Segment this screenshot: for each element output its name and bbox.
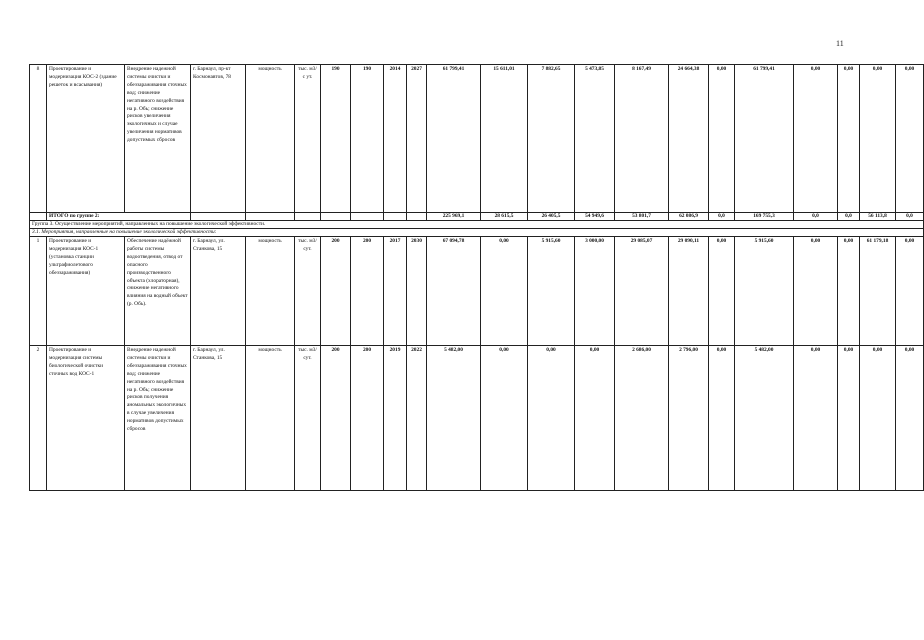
end-year: 2027 (407, 65, 427, 213)
value-after: 200 (351, 237, 384, 346)
project-address: г. Барнаул, ул. Станкова, 15 (191, 237, 246, 346)
value-after: 200 (351, 346, 384, 491)
total-label: ИТОГО по группе 2: (47, 213, 191, 221)
parameter: мощность (246, 65, 295, 213)
cost-col-10: 0,00 (838, 346, 860, 491)
cost-col-10: 0,00 (838, 237, 860, 346)
total-col-12: 0,0 (896, 213, 924, 221)
total-col-5: 53 801,7 (615, 213, 669, 221)
cost-col-3: 5 915,60 (528, 237, 575, 346)
cost-col-8: 5 915,60 (735, 237, 794, 346)
cost-col-6: 24 664,38 (669, 65, 709, 213)
start-year: 2019 (384, 346, 407, 491)
project-address: г. Барнаул, ул. Станкова, 15 (191, 346, 246, 491)
project-goal: Внедрение надежной системы очистки и обеззараживания сточных вод; снижение негативного воздействия на р. Обь; снижение рисков получения аномальных экологичных в случае увеличения нормативов допустимых сбросов (125, 346, 191, 491)
table-row (30, 65, 924, 213)
total-col-11: 56 113,8 (860, 213, 896, 221)
unit: тыс. м3/ сут. (295, 346, 321, 491)
project-address: г. Барнаул, пр-кт Космонавтов, 78 (191, 65, 246, 213)
cost-col-9: 0,00 (794, 346, 838, 491)
project-name: Проектирование и модернизация КОС-1 (установка станции ультрафиолетового обеззараживания) (47, 237, 125, 346)
cost-col-2: 15 611,01 (481, 65, 528, 213)
cost-col-6: 2 796,00 (669, 346, 709, 491)
table-row (30, 346, 924, 491)
total-cost: 225 969,1 (427, 213, 481, 221)
project-goal: Обеспечение надёжной работы системы водоотведения, отвод от опасного производственного объекта (хлораторная), снижение негативного влияния на водный объект (р. Обь). (125, 237, 191, 346)
cost-col-6: 29 090,11 (669, 237, 709, 346)
value-before: 200 (321, 346, 351, 491)
cost-col-8: 61 799,41 (735, 65, 794, 213)
total-col-10: 0,0 (838, 213, 860, 221)
cost-col-5: 29 085,07 (615, 237, 669, 346)
cost-total: 67 094,78 (427, 237, 481, 346)
total-col-2: 28 615,5 (481, 213, 528, 221)
cost-col-2: 0,00 (481, 237, 528, 346)
total-col-3: 26 405,5 (528, 213, 575, 221)
group-header-row (30, 221, 924, 229)
end-year: 2030 (407, 237, 427, 346)
value-before: 190 (321, 65, 351, 213)
row-number: 8 (30, 65, 47, 213)
subgroup-label: 3.1. Мероприятия, направленные на повышение экологической эффективности: (30, 229, 924, 237)
total-col-8: 169 755,3 (735, 213, 794, 221)
start-year: 2014 (384, 65, 407, 213)
cost-col-4: 5 473,85 (575, 65, 615, 213)
total-col-6: 62 086,9 (669, 213, 709, 221)
cost-col-12: 0,00 (896, 65, 924, 213)
unit: тыс. м3/с ут. (295, 65, 321, 213)
cost-col-7: 0,00 (709, 346, 735, 491)
parameter: мощность (246, 346, 295, 491)
value-before: 200 (321, 237, 351, 346)
cost-col-5: 8 167,49 (615, 65, 669, 213)
cost-col-11: 61 179,18 (860, 237, 896, 346)
total-col-4: 54 949,6 (575, 213, 615, 221)
parameter: мощность (246, 237, 295, 346)
cost-col-8: 5 482,00 (735, 346, 794, 491)
row-number: 1 (30, 237, 47, 346)
investment-program-table (29, 64, 924, 491)
cost-col-12: 0,00 (896, 237, 924, 346)
cost-col-3: 0,00 (528, 346, 575, 491)
cost-col-2: 0,00 (481, 346, 528, 491)
start-year: 2017 (384, 237, 407, 346)
page-number: 11 (836, 39, 844, 48)
project-name: Проектирование и модернизация системы биологической очистки сточных вод КОС-1 (47, 346, 125, 491)
value-after: 190 (351, 65, 384, 213)
cost-total: 5 482,00 (427, 346, 481, 491)
project-name: Проектирование и модернизация КОС-2 (здание решеток и всасывания) (47, 65, 125, 213)
group-total-row (30, 213, 924, 221)
cost-col-7: 0,00 (709, 237, 735, 346)
cost-col-5: 2 686,00 (615, 346, 669, 491)
cost-col-3: 7 882,65 (528, 65, 575, 213)
cost-col-9: 0,00 (794, 65, 838, 213)
cost-col-11: 0,00 (860, 65, 896, 213)
group-label: Группа 3. Осуществление мероприятий, направленных на повышение экологической эффективности. (30, 221, 924, 229)
total-col-9: 0,0 (794, 213, 838, 221)
cost-col-11: 0,00 (860, 346, 896, 491)
cost-col-7: 0,00 (709, 65, 735, 213)
cost-col-12: 0,00 (896, 346, 924, 491)
row-number: 2 (30, 346, 47, 491)
total-col-7: 0,0 (709, 213, 735, 221)
subgroup-header-row (30, 229, 924, 237)
cost-col-4: 3 000,00 (575, 237, 615, 346)
end-year: 2022 (407, 346, 427, 491)
table-row (30, 237, 924, 346)
cost-col-9: 0,00 (794, 237, 838, 346)
project-goal: Внедрение надежной системы очистки и обеззараживания сточных вод; снижение негативного воздействия на р. Обь; снижение рисков увеличения экологичных и случае увеличения нормативов допустимых сбросов (125, 65, 191, 213)
cost-col-4: 0,00 (575, 346, 615, 491)
cost-col-10: 0,00 (838, 65, 860, 213)
unit: тыс. м3/ сут. (295, 237, 321, 346)
cost-total: 61 799,41 (427, 65, 481, 213)
